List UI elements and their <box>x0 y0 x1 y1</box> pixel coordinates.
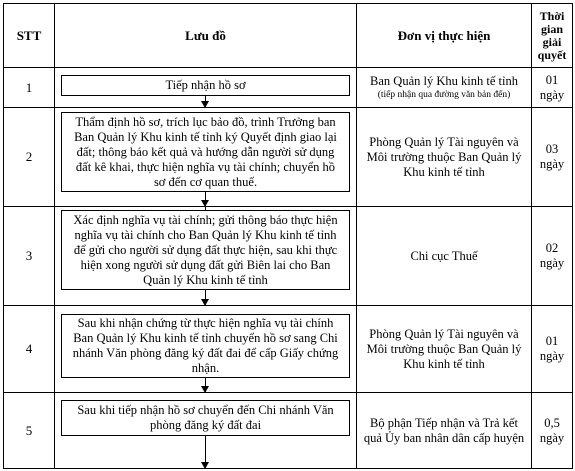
duration-cell: 02 ngày <box>532 207 573 306</box>
flowchart-cell <box>55 393 357 469</box>
table-row <box>4 207 573 306</box>
table-row <box>4 306 573 393</box>
flowchart-step-box: Sau khi nhận chứng từ thực hiện nghĩa vụ tài chính Ban Quản lý Khu kinh tế tỉnh chuyển hồ sơ sang Chi nhánh Văn phòng đăng ký đất đai để cấp Giấy chứng nhận. <box>61 314 350 378</box>
table-row <box>4 108 573 207</box>
duration-cell: 0,5 ngày <box>532 393 573 469</box>
procedure-table <box>3 3 573 469</box>
unit-cell: Chi cục Thuế <box>357 207 532 306</box>
flowchart-cell <box>55 68 357 108</box>
duration-cell: 01 ngày <box>532 306 573 393</box>
flowchart-cell <box>55 108 357 207</box>
flow-arrow-icon <box>205 436 206 468</box>
header-stt: STT <box>4 4 55 68</box>
header-time-line: quyết <box>537 47 567 62</box>
header-time-line: Thời <box>539 8 565 23</box>
unit-cell: Bộ phận Tiếp nhận và Trả kết quả Ủy ban nhân dân cấp huyện <box>357 393 532 469</box>
flow-arrow-icon <box>205 378 206 392</box>
header-unit: Đơn vị thực hiện <box>357 4 532 68</box>
flow-arrow-icon <box>205 192 206 206</box>
flowchart-step-box: Sau khi tiếp nhận hồ sơ chuyển đến Chi nhánh Văn phòng đăng ký đất đai <box>61 400 350 436</box>
flowchart-cell <box>55 306 357 393</box>
flow-arrow-icon <box>205 290 206 305</box>
unit-cell <box>357 68 532 108</box>
unit-cell: Phòng Quản lý Tài nguyên và Môi trường thuộc Ban Quản lý Khu kinh tế tỉnh <box>357 306 532 393</box>
unit-note: (tiếp nhận qua đường văn bản đến) <box>377 90 511 100</box>
header-row <box>4 4 573 68</box>
duration-cell: 01 ngày <box>532 68 573 108</box>
step-number: 1 <box>4 68 55 108</box>
step-number: 4 <box>4 306 55 393</box>
flowchart-step-box: Thẩm định hồ sơ, trích lục bảo đồ, trình Trưởng ban Ban Quản lý Khu kinh tế tỉnh ký Quyết định giao lại đất; thông báo kết quả và hướng dẫn người sử dụng đất kê khai, thực hiện nghĩa vụ tài chính; chuyển hồ sơ đến cơ quan thuế. <box>61 112 350 192</box>
step-number: 2 <box>4 108 55 207</box>
header-time-line: gian <box>540 21 563 36</box>
step-number: 3 <box>4 207 55 306</box>
table-row <box>4 68 573 108</box>
flow-arrow-icon <box>205 96 206 107</box>
flowchart-step-box: Xác định nghĩa vụ tài chính; gửi thông báo thực hiện nghĩa vụ tài chính cho Ban Quản lý Khu kinh tế tỉnh để gửi cho người sử dụng đất thực hiện, sau khi thực hiện xong người sử dụng đất gửi Biên lai cho Ban Quản lý Khu kinh tế tỉnh <box>61 210 350 290</box>
flowchart-step-box: Tiếp nhận hồ sơ <box>61 75 350 96</box>
step-number: 5 <box>4 393 55 469</box>
header-flow: Lưu đồ <box>55 4 357 68</box>
unit-name: Ban Quản lý Khu kinh tế tỉnh <box>370 74 518 88</box>
duration-cell: 03 ngày <box>532 108 573 207</box>
header-time <box>532 4 573 68</box>
flowchart-cell <box>55 207 357 306</box>
table-row <box>4 393 573 469</box>
header-time-line: giải <box>542 34 562 49</box>
unit-cell: Phòng Quản lý Tài nguyên và Môi trường thuộc Ban Quản lý Khu kinh tế tỉnh <box>357 108 532 207</box>
